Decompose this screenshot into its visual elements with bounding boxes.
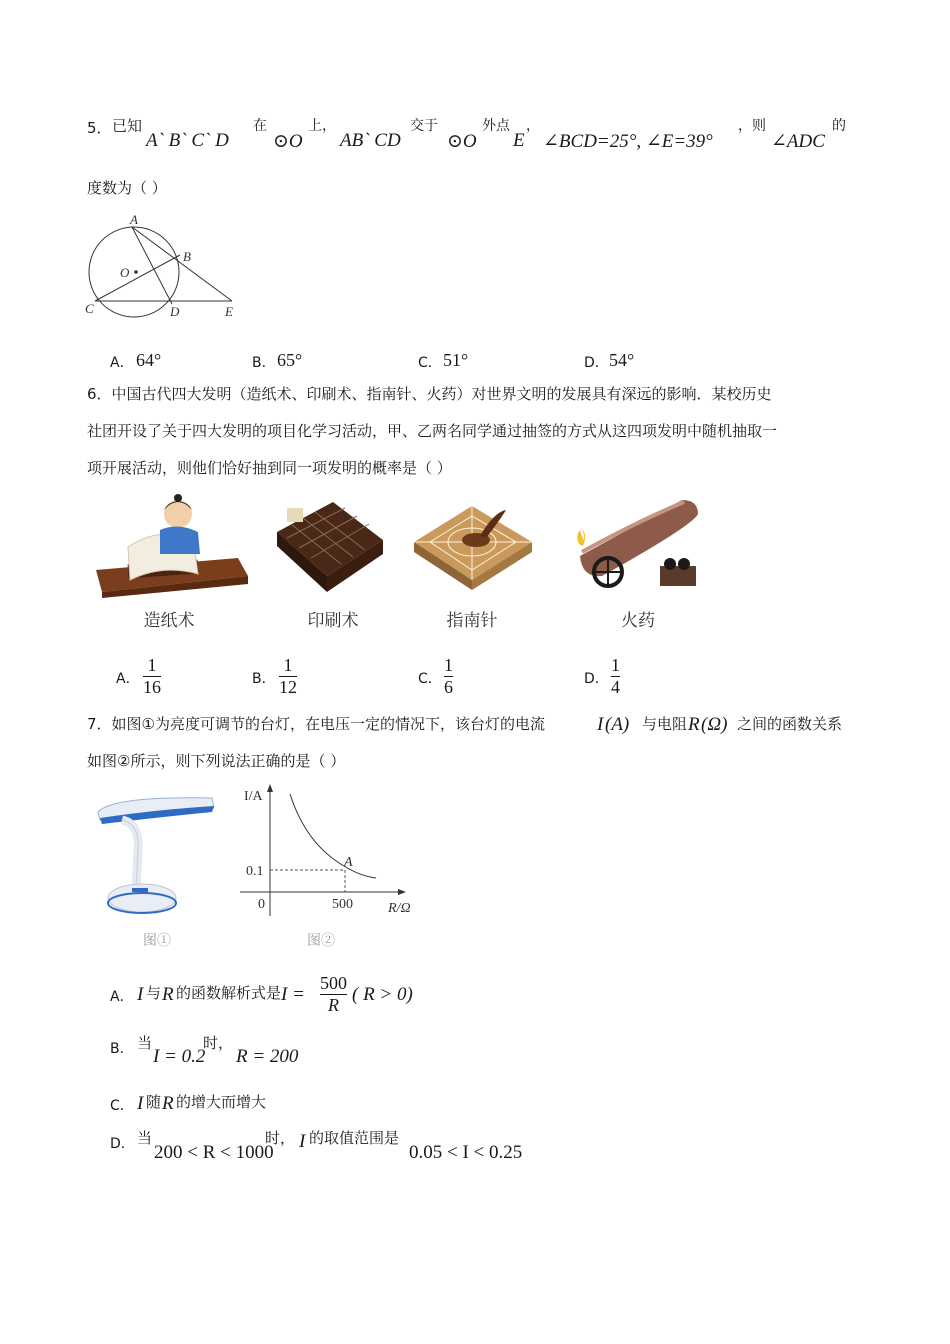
q7-d-t3: 的取值范围是 (309, 1129, 400, 1147)
q7-a-fraction (320, 974, 347, 1015)
fig1-caption: 图① (143, 933, 171, 949)
label-c: C (85, 301, 94, 316)
q7-math-i: I (597, 714, 604, 735)
q6-option-b-den: 12 (279, 676, 297, 697)
q5-text-2: 在 (253, 118, 267, 134)
q5-option-a-value[interactable]: 64° (136, 350, 162, 370)
label-a: A (130, 212, 138, 227)
graph-ylabel: I/A (244, 789, 263, 804)
q6-line-1: 6．中国古代四大发明（造纸术、印刷术、指南针、火药）对世界文明的发展具有深远的影响．某校历史 (87, 385, 772, 403)
q6-option-d-den: 4 (611, 676, 620, 697)
q6-option-c-den: 6 (444, 676, 453, 697)
q5-circle-figure (80, 208, 250, 320)
q7-c-i: I (137, 1093, 144, 1114)
q7-option-d-label: D． (110, 1136, 135, 1152)
label-b: B (183, 249, 191, 264)
q5-math-adc: ∠ADC (771, 131, 825, 152)
q7-math-r: R (688, 714, 700, 735)
q7-a-num: 500 (320, 973, 347, 993)
q5-number: 5． (87, 119, 112, 137)
q7-b-m2: R = 200 (236, 1046, 299, 1067)
q6-option-d-label[interactable]: D． (584, 671, 609, 687)
compass-image (410, 492, 536, 598)
graph-ytick: 0.1 (246, 864, 264, 879)
x-axis-arrow (398, 889, 406, 895)
circle-o (89, 227, 179, 317)
caption-gunpowder: 火药 (621, 611, 655, 631)
q7-text-3: 之间的函数关系 (737, 715, 843, 733)
q7-d-m3: 0.05 < I < 0.25 (409, 1142, 523, 1163)
q7-c-t2: 的增大而增大 (176, 1093, 267, 1111)
q7-d-t2: 时， (265, 1129, 296, 1147)
q7-d-i: I (299, 1131, 306, 1152)
q5-line-2: 度数为（ ） (87, 179, 167, 197)
q5-option-b-label[interactable]: B． (252, 355, 276, 371)
label-e: E (225, 304, 233, 319)
caption-compass: 指南针 (446, 611, 498, 631)
q7-math-ohm-unit: (Ω) (701, 714, 728, 735)
q6-option-a-den: 16 (143, 676, 161, 697)
q5-option-a-label[interactable]: A． (110, 355, 134, 371)
graph-point-a: A (344, 855, 353, 870)
q7-d-t1: 当 (137, 1129, 153, 1147)
q5-text-5: 外点 (482, 118, 510, 134)
q7-d-m1: 200 < R < 1000 (154, 1142, 274, 1163)
line-ad (132, 227, 172, 304)
q6-option-a-fraction[interactable] (143, 656, 161, 697)
q7-text-1: 7．如图①为亮度可调节的台灯，在电压一定的情况下，该台灯的电流 (87, 715, 545, 733)
current-resistance-graph (236, 780, 422, 920)
q7-a-t2: 的函数解析式是 (176, 984, 282, 1002)
q6-option-c-num: 1 (444, 655, 453, 675)
q5-math-lines: AB` CD (340, 130, 401, 151)
q6-option-c-fraction[interactable] (444, 656, 453, 697)
graph-xtick: 500 (332, 897, 353, 912)
q7-math-a-unit: (A) (605, 714, 630, 735)
q7-option-a-label: A． (110, 989, 134, 1005)
q5-option-b-value[interactable]: 65° (277, 350, 303, 370)
center-dot (134, 270, 138, 274)
q7-a-r: R (162, 984, 174, 1005)
desk-lamp-image (92, 790, 218, 918)
q5-text-3: 上， (308, 118, 336, 134)
q6-line-2: 社团开设了关于四大发明的项目化学习活动，甲、乙两名同学通过抽签的方式从这四项发明中随机抽取一 (87, 422, 778, 440)
line-ae (132, 227, 232, 301)
q7-option-b-label: B． (110, 1041, 134, 1057)
q5-math-e: E (513, 130, 525, 151)
q5-option-d-label[interactable]: D． (584, 355, 609, 371)
label-d: D (170, 304, 180, 319)
q7-a-i: I (137, 984, 144, 1005)
fig2-caption: 图② (307, 933, 335, 949)
q7-b-t2: 时， (203, 1034, 234, 1052)
q7-option-c-label: C． (110, 1098, 134, 1114)
q6-option-a-label[interactable]: A． (116, 671, 140, 687)
q5-text-6: ， (526, 118, 540, 134)
q7-a-i-eq: I = (281, 984, 305, 1005)
q5-option-c-label[interactable]: C． (418, 355, 442, 371)
q6-option-a-num: 1 (147, 655, 157, 675)
q5-text-1: 已知 (112, 117, 143, 135)
q6-option-d-fraction[interactable] (611, 656, 620, 697)
gunpowder-image (572, 494, 702, 594)
papermaking-image (88, 492, 250, 598)
q7-a-den: R (328, 994, 339, 1015)
q5-math-circle-2: ⊙O (447, 131, 477, 152)
label-o: O (120, 265, 130, 280)
q7-a-t1: 与 (146, 984, 162, 1002)
q7-text-2: 与电阻 (642, 715, 688, 733)
q7-c-t1: 随 (146, 1093, 162, 1111)
q6-option-c-label[interactable]: C． (418, 671, 442, 687)
q6-option-b-fraction[interactable] (279, 656, 297, 697)
q5-text-7: ，则 (738, 118, 766, 134)
q7-b-t1: 当 (137, 1034, 153, 1052)
hyperbola-curve (290, 794, 376, 878)
q5-option-c-value[interactable]: 51° (443, 350, 469, 370)
q7-c-r: R (162, 1093, 174, 1114)
graph-xlabel: R/Ω (388, 901, 411, 916)
q6-option-b-label[interactable]: B． (252, 671, 276, 687)
q5-text-4: 交于 (410, 118, 438, 134)
q5-math-circle: ⊙O (273, 131, 303, 152)
q7-line-2: 如图②所示，则下列说法正确的是（ ） (87, 752, 346, 770)
q5-math-points: A` B` C` D (146, 130, 229, 151)
q6-option-d-num: 1 (611, 655, 620, 675)
graph-origin: 0 (258, 897, 265, 912)
q6-option-b-num: 1 (283, 655, 293, 675)
y-axis-arrow (267, 784, 273, 792)
q7-a-domain: ( R > 0) (352, 984, 413, 1005)
q5-text-8: 的 (832, 118, 846, 134)
q5-option-d-value[interactable]: 54° (609, 350, 635, 370)
printing-image (273, 494, 387, 600)
q7-b-m1: I = 0.2 (153, 1046, 206, 1067)
caption-papermaking: 造纸术 (143, 611, 195, 631)
q5-math-angles: ∠BCD=25°, ∠E=39° (543, 131, 713, 152)
caption-printing: 印刷术 (307, 611, 359, 631)
q6-line-3: 项开展活动，则他们恰好抽到同一项发明的概率是（ ） (87, 459, 452, 477)
